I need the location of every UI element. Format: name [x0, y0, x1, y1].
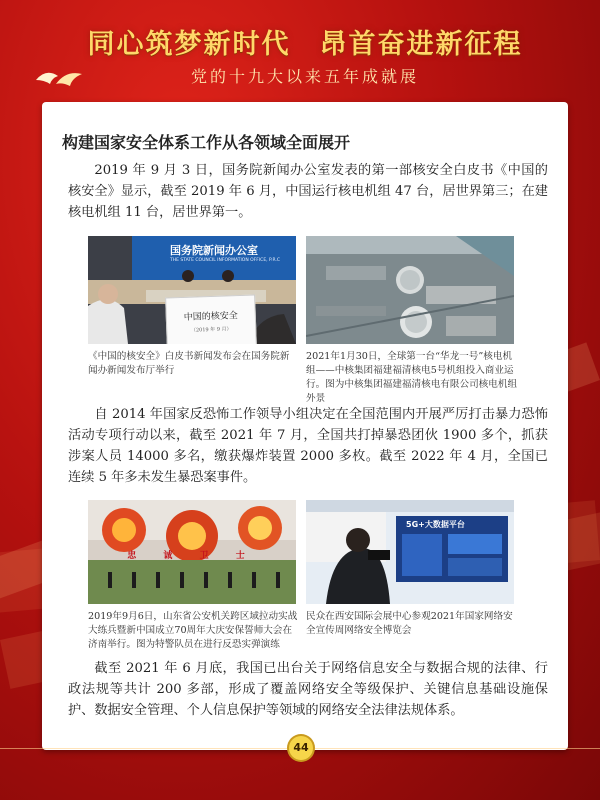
paragraph-nuclear: 2019 年 9 月 3 日，国务院新闻办公室发表的第一部核安全白皮书《中国的核安全》显示，截至 2019 年 6 月，中国运行核电机组 47 台，居世界第三；在建核电机组 11 台，居世界第一。	[68, 163, 548, 220]
content-card	[42, 102, 568, 750]
paragraph-counterterrorism: 自 2014 年国家反恐怖工作领导小组决定在全国范围内开展严厉打击暴力恐怖活动专项行动以来，截至 2021 年 7 月，全国共打掉暴恐团伙 1900 多个，抓获涉案人员 14000 多名，缴获爆炸装置 2000 多枚。截至 2022 年 4 月，全国已连续 5 年多未发生暴恐案事件。	[68, 407, 548, 485]
caption-press-conference: 《中国的核安全》白皮书新闻发布会在国务院新闻办新闻发布厅举行	[88, 351, 290, 376]
page-header	[0, 0, 600, 100]
caption-police-drill: 2019年9月6日，山东省公安机关跨区域拉动实战大练兵暨新中国成立70周年大庆安保誓师大会在济南举行。图为特警队员在进行反恐实弹演练	[88, 611, 298, 650]
press-banner-cn: 国务院新闻办公室	[170, 244, 258, 257]
photo-police-drill	[88, 500, 296, 604]
expo-screen-title: 5G+大数据平台	[406, 520, 465, 529]
cyber-expo-image	[306, 500, 514, 604]
white-paper-book	[165, 294, 257, 344]
drill-banner: 忠 诚 卫 士	[127, 551, 257, 561]
photo-press-conference	[88, 236, 296, 344]
photo-nuclear-plant	[306, 236, 514, 344]
nuclear-plant-image	[306, 236, 514, 344]
book-date: （2019 年 9 月）	[190, 326, 232, 334]
section-title: 构建国家安全体系工作从各领域全面展开	[62, 133, 351, 152]
page-title: 同心筑梦新时代 昂首奋进新征程	[87, 29, 523, 60]
press-banner-en: THE STATE COUNCIL INFORMATION OFFICE, P.R.C	[170, 258, 281, 263]
book-title: 中国的核安全	[183, 311, 238, 323]
caption-nuclear-plant: 2021年1月30日，全球第一台“华龙一号”核电机组——中核集团福建福清核电5号机组投入商业运行。图为中核集团福建福清核电有限公司核电机组外景	[306, 351, 518, 404]
page-number: 44	[289, 736, 313, 760]
photo-cyber-expo	[306, 500, 514, 604]
caption-cyber-expo: 民众在西安国际会展中心参观2021年国家网络安全宣传周网络安全博览会	[306, 611, 513, 636]
paragraph-cyber-law: 截至 2021 年 6 月底，我国已出台关于网络信息安全与数据合规的法律、行政法规等共计 200 多部，形成了覆盖网络安全等级保护、关键信息基础设施保护、数据安全管理、个人信息保护等领域的网络安全法律法规体系。	[68, 661, 548, 718]
page-subtitle: 党的十九大以来五年成就展	[190, 67, 419, 86]
